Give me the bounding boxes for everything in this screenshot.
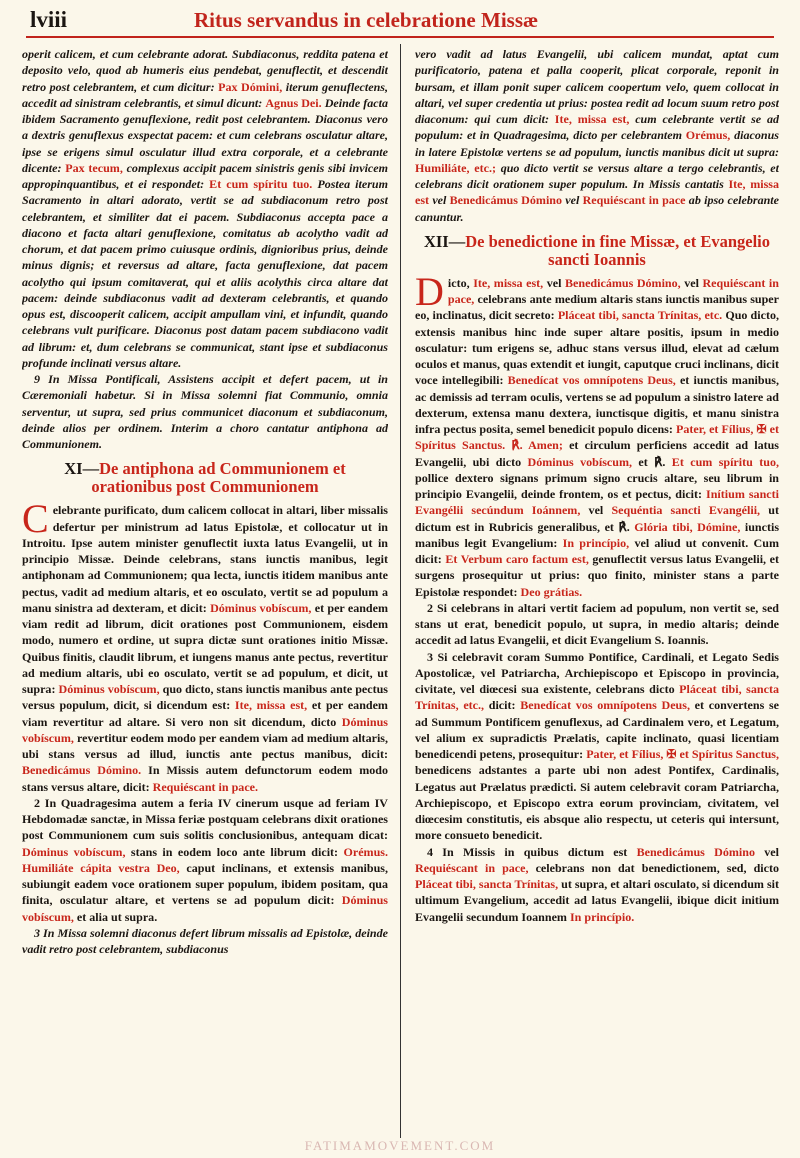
rubric-text: Benedicámus Dómino, (565, 275, 681, 290)
body-text: vel aliud ut convenit. Cum dicit: (415, 535, 779, 566)
paragraph (22, 371, 388, 452)
column-divider (400, 44, 401, 1138)
body-text: revertitur eodem modo per eandem viam ad medium altaris, ubi stans versus ad illud, iunctis ante pectus manibus, dicit: (22, 730, 388, 761)
section-heading-xi (22, 460, 388, 496)
rubric-text: Requiéscant in pace, (447, 275, 779, 306)
body-text: iunctis manibus legit Evangelium: (415, 519, 779, 550)
body-text: et ℟. (632, 454, 672, 469)
rubric-text: Requiéscant in pace (582, 193, 686, 208)
rubric-text: Benedícat vos omnípotens Deus, (520, 698, 690, 713)
paragraph (415, 649, 779, 844)
rubric-text: Ite, missa est, (473, 275, 544, 290)
section-number: XII— (423, 231, 466, 251)
body-text: cum celebrante vertit se ad populum: et in Quadragesima, dicto per celebrantem (415, 112, 779, 143)
body-text: 2 In Quadragesima autem a feria IV cinerum usque ad feriam IV Hebdomadæ sanctæ, in Missa feriæ postquam celebrans dixit orationes post Communionem cum suis solitis conclusionibus, antequam dicat: (22, 795, 388, 843)
body-text: In Missis autem defunctorum eodem modo stans versus altare, dicit: (22, 763, 388, 794)
rubric-text: Inítium sancti Evangélii secúndum Ioánnem, (415, 487, 779, 518)
body-text: 9 In Missa Pontificali, Assistens accipit et defert pacem, ut in Cæremoniali habetur. Si in Missa solemni fiat Communio, omnia serventur, ut supra, sed prius communicet diaconum et subdiaconum, deinde alios per ordinem. Interim a choro cantatur antiphona ad Communionem. (22, 372, 388, 451)
body-text: quo dicto vertit se versus altare a tergo celebrantis, et celebrans dicit orationem super populum. In Missis cantatis (415, 160, 779, 191)
body-text: et circulum perficiens accedit ad latus Evangelii, ubi dicto (415, 438, 779, 469)
body-text: icto, (447, 275, 474, 290)
rubric-text: Ite, missa est, (554, 112, 630, 126)
body-text: caput inclinans, et extensis manibus, subiungit eadem voce orationem super populum, ibidem positam, qua finita, osculatur altare, et vertens se ad populum dicit: (22, 860, 388, 908)
body-text: complexus accipit pacem sinistris genis sibi invicem appropinquantibus, et ei respondet: (22, 160, 388, 191)
paragraph-text (22, 496, 388, 794)
body-text: ut dictum est in Rubricis generalibus, et ℟. (415, 503, 779, 534)
rubric-text: Agnus Dei. (265, 95, 322, 110)
rubric-text: Pláceat tibi, sancta Trínitas, etc. (557, 308, 723, 323)
body-text: vel (562, 193, 583, 208)
paragraph-text (415, 268, 779, 599)
rubric-text: Pater, et Fílius, ✠ et Spíritus Sanctus, (586, 747, 779, 761)
body-text: vel (543, 275, 565, 290)
page-number: lviii (30, 7, 68, 32)
paragraph (415, 268, 779, 600)
body-text: Deinde facta ibidem Sacramento genuflexione, redit post celebrantem. Diaconus vero a dextris genuflexus exspectat pacem: et cum celebrans osculatur altare, ipse se erigens simul osculatur illud extra corporale, et a celebrante dicente: (22, 95, 388, 175)
section-number: XI— (64, 459, 100, 479)
body-text: ab ipso celebrante canuntur. (415, 193, 779, 224)
body-text: pollice dextero signans primum signo crucis altare, seu librum in principio Evangelii, deinde frontem, os et pectus, dicit: (415, 470, 779, 501)
rubric-text: In princípio, (562, 535, 630, 550)
body-text: et alia ut supra. (73, 909, 158, 924)
rubric-text: Orémus. Humiliáte cápita vestra Deo, (22, 844, 388, 875)
rubric-text: Requiéscant in pace, (415, 860, 529, 875)
body-text: et per eandem viam redit ad librum, dicit orationes post Communionem, eisdem modo, numero et ordine, ut supra dictæ sunt orationes initio Missæ. Quibus finitis, claudit librum, et iungens manus ante pectus, revertitur ad medium altaris, ubi eo osculato, vertit se ad populum, et dicit, ut supra: (22, 600, 388, 696)
rubric-text: Deo grátias. (520, 584, 583, 599)
rubric-text: Pax Dómini, (218, 79, 283, 94)
body-text: operit calicem, et cum celebrante adorat. Subdiaconus, reddita patena et deposito velo, quod ab humeris eius pendebat, genuflectit, et descendit retro post celebrantem, et cum dicitur: (22, 47, 388, 94)
body-text: elebrante purificato, dum calicem collocat in altari, liber missalis defertur per ministrum ad latus Epistolæ, et collocatur ut in Introitu. Ipse autem minister genuflectit iuxta latus Evangelii, ut in principio Missæ. Deinde celebrans, stans iunctis manibus, legit antiphonam ad Communionem; qua lecta, iunctis itidem manibus ante pectus, vadit ad medium altaris, et eo osculato, vertit se ad populum a manu sinistra ad dexteram, et dicit: (22, 503, 388, 615)
body-text: stans in eodem loco ante librum dicit: (125, 844, 344, 859)
drop-cap: C (22, 496, 49, 542)
body-text: vel (429, 193, 450, 208)
rubric-text: Glória tibi, Dómine, (634, 519, 741, 534)
body-text: vero vadit ad latus Evangelii, ubi calicem mundat, aptat cum purificatorio, patena et palla cooperit, plicat corporale, reponit in bursam, et illam ponit super calicem coopertum velo, quem collocat in altari, vel super credentia ut prius: postea redit ad locum suum retro post diaconum: qui cum dicit: (415, 47, 779, 126)
body-text: celebrans ante medium altaris stans iunctis manibus super eo, inclinatus, dicit secreto: (415, 292, 779, 323)
body-text: vel (680, 275, 703, 290)
rubric-text: Benedicámus Dómino. (22, 763, 142, 778)
body-text: et iunctis manibus, ac demissis ad terram oculis, vertens se ad populum a sinistro latere ad dexterum, extensa manu dextera, iunctisque digitis, et manu sinistra infra pectus posita, semel benedicit populo dicens: (415, 373, 779, 436)
paragraph (22, 795, 388, 925)
body-text: iterum genuflectens, accedit ad sinistram celebrantis, et simul dicunt: (22, 79, 388, 110)
rubric-text: Dóminus vobíscum, (527, 454, 633, 469)
watermark: FATIMAMOVEMENT.COM (304, 1138, 496, 1153)
rubric-text: Benedicámus Dómino (636, 844, 755, 859)
body-text: genuflectit versus latus Evangelii, et surgens prosequitur ut prius: quo finito, minister stans a parte Epistolæ respondet: (415, 552, 779, 599)
rubric-text: Benedicámus Dómino (449, 193, 563, 208)
rubric-text: Orémus, (685, 128, 731, 143)
body-text: ut supra, et altari osculato, si dicendum sit ultimum Evangelium, accedit ad latus Evangelii, ibique dicit initium Evangelii secundum Ioannem (415, 877, 779, 924)
rubric-text: Dóminus vobíscum, (22, 893, 388, 924)
body-text: 2 Si celebrans in altari vertit faciem ad populum, non vertit se, sed stans ut erat, benedicit populo, ut supra, in medio altaris; deinde accedit ad latus Evangelii, et dicit Evangelium S. Ioannis. (415, 600, 779, 648)
rubric-text: Ite, missa est (415, 177, 779, 208)
running-title: Ritus servandus in celebratione Missæ (194, 8, 539, 32)
rubric-text: Pláceat tibi, sancta Trínitas, etc., (415, 682, 779, 713)
body-text: diaconus in latere Epistolæ vertens se ad populum, iunctis manibus dicit ut supra: (415, 128, 779, 159)
body-text: quo dicto, stans iunctis manibus ante pectus versus populum, dicit, si dicendum est: (22, 682, 388, 713)
body-text: Quo dicto, extensis manibus hinc inde super altare positis, ipsum in medio osculatur: tum erigens se, adhuc stans versus illud, elevat ad cælum oculos et manus, quas extendit et iungit, caputque cruci inclinans, dicit voce intellegibili: (415, 308, 779, 388)
body-text: 3 In Missa solemni diaconus defert librum missalis ad Epistolæ, deinde vadit retro post celebrantem, subdiaconus (22, 925, 388, 956)
body-text: vel (580, 503, 612, 518)
rubric-text: Dóminus vobíscum, (58, 682, 160, 696)
right-column (415, 46, 779, 1136)
rubric-text: Benedícat vos omnípotens Deus, (507, 373, 676, 388)
body-text: 4 In Missis in quibus dictum est (427, 844, 637, 859)
body-text: 3 Si celebravit coram Summo Pontifice, Cardinali, et Legato Sedis Apostolicæ, vel Patriarcha, Archiepiscopo et Episcopo in provincia, civitate, vel diœcesi sua existente, celebrans dicto (415, 649, 779, 696)
body-text: et per eandem viam revertitur ad altare. Si vero non sit dicendum, dicto (22, 698, 388, 729)
paragraph (415, 46, 779, 225)
rubric-text: Pater, et Fílius, ✠ et Spíritus Sanctus. ℟. Amen; (415, 422, 779, 453)
body-text: Postea iterum Sacramento in altari adorato, vertit se ad subdiaconum retro post celebrantem, et similiter dat ei pacem. Subdiaconus accepta pace a diacono et facta altari genuflexione, comitatus ab acolytho vadit ad chorum, et dat pacem primo cuiusque ordinis, dignioribus prius, deinde minus dignis; et reversus ad altare, facta genuflexione, dat pacem acolytho qui ipsum comitaverat, qui et aliis acolythis circa altare dat pacem: deinde subdiaconus vadit ad dexteram celebrantis, et quando opus est, discooperit calicem, accipit ampullam vini, et infundit, quando celebrans vult purificare. Diaconus post datam pacem subdiacono vadit ad librum: et, dum celebrans se communicat, stant ipse et subdiaconus profunde inclinati versus altare. (22, 177, 388, 370)
rubric-text: Requiéscant in pace. (152, 779, 259, 794)
rubric-text: Humiliáte, etc.; (415, 160, 496, 175)
rubric-text: Dóminus vobíscum, (22, 714, 388, 745)
paragraph (415, 600, 779, 649)
rubric-text: Et cum spíritu tuo, (671, 454, 779, 469)
rubric-text: Et cum spíritu tuo. (209, 177, 313, 191)
rubric-text: Pláceat tibi, sancta Trínitas, (415, 877, 559, 891)
body-text: benedicens adstantes a parte ubi non adest Pontifex, Cardinalis, Legatus aut Prælatus prædicti. Si autem celebravit coram Patriarcha, Archiepiscopo, et Episcopo extra eorum provinciam, civitatem, vel diœcesim constitutis, eis absque alio respectu, ut ceteris qui intersunt, more consueto benedicit. (415, 763, 779, 843)
body-text: et convertens se ad Summum Pontificem genuflexus, ad Cardinalem vero, et Legatum, vel alium ex supradictis Prælatis, capite inclinato, quasi licentiam benedicendi petens, prosequitur: (415, 698, 779, 761)
rubric-text: Ite, missa est, (234, 698, 308, 713)
paragraph (22, 496, 388, 795)
rubric-text: Dóminus vobíscum, (210, 600, 312, 615)
rubric-text: Et Verbum caro factum est, (445, 552, 589, 566)
paragraph (22, 925, 388, 958)
section-title: De benedictione in fine Missæ, et Evangelio sancti Ioannis (465, 231, 771, 269)
left-column (22, 46, 388, 1136)
body-text: dicit: (484, 698, 521, 713)
page-header (26, 6, 774, 38)
rubric-text: In princípio. (569, 909, 635, 924)
paragraph (415, 844, 779, 925)
rubric-text: Sequéntia sancti Evangélii, (611, 503, 761, 518)
drop-cap: D (415, 268, 444, 314)
rubric-text: Pax tecum, (65, 160, 123, 175)
section-title: De antiphona ad Communionem et orationibus post Communionem (91, 459, 346, 497)
section-heading-xii (415, 233, 779, 269)
paragraph (22, 46, 388, 371)
body-text: celebrans non dat benedictionem, sed, dicto (528, 860, 779, 875)
rubric-text: Dóminus vobíscum, (22, 844, 126, 859)
body-text: vel (754, 844, 779, 859)
